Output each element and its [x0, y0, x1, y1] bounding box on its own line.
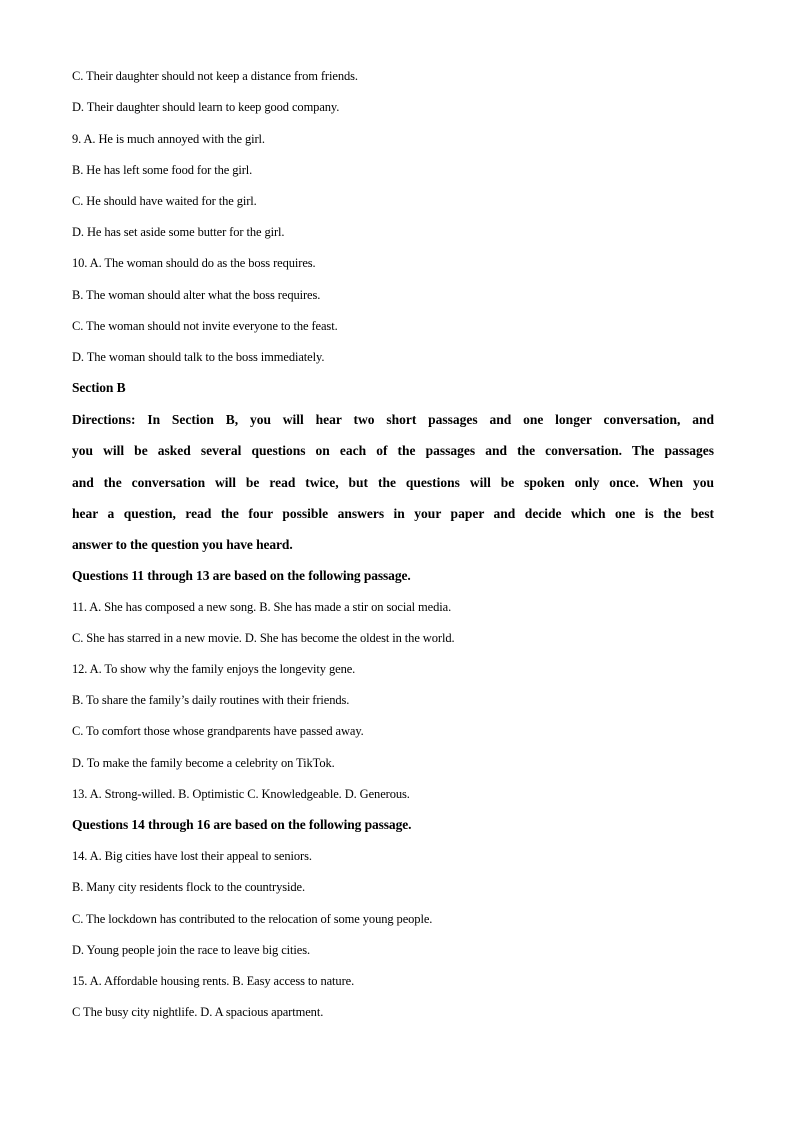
question-line: 14. A. Big cities have lost their appeal to seniors. — [72, 849, 312, 863]
option-line: C. He should have waited for the girl. — [72, 194, 257, 208]
option-line: C. She has starred in a new movie. D. She has become the oldest in the world. — [72, 631, 455, 645]
directions-line: hear a question, read the four possible answers in your paper and decide which one is the best — [72, 506, 714, 521]
option-line: D. Young people join the race to leave big cities. — [72, 943, 310, 957]
question-line: 13. A. Strong-willed. B. Optimistic C. Knowledgeable. D. Generous. — [72, 787, 410, 801]
passage-heading: Questions 11 through 13 are based on the following passage. — [72, 568, 411, 583]
option-line: D. To make the family become a celebrity on TikTok. — [72, 756, 335, 770]
option-line: D. The woman should talk to the boss immediately. — [72, 350, 325, 364]
option-line: C. The lockdown has contributed to the relocation of some young people. — [72, 912, 433, 926]
option-line: C The busy city nightlife. D. A spacious apartment. — [72, 1005, 324, 1019]
directions-line: Directions: In Section B, you will hear two short passages and one longer conversation, and — [72, 412, 714, 427]
option-line: D. Their daughter should learn to keep good company. — [72, 100, 340, 114]
option-line: C. To comfort those whose grandparents have passed away. — [72, 724, 364, 738]
question-line: 11. A. She has composed a new song. B. She has made a stir on social media. — [72, 600, 452, 614]
option-line: B. He has left some food for the girl. — [72, 163, 253, 177]
option-line: D. He has set aside some butter for the girl. — [72, 225, 285, 239]
option-line: B. The woman should alter what the boss requires. — [72, 288, 321, 302]
question-line: 12. A. To show why the family enjoys the longevity gene. — [72, 662, 356, 676]
option-line: B. Many city residents flock to the countryside. — [72, 880, 305, 894]
question-line: 15. A. Affordable housing rents. B. Easy access to nature. — [72, 974, 355, 988]
option-line: C. The woman should not invite everyone to the feast. — [72, 319, 338, 333]
directions-line: and the conversation will be read twice, but the questions will be spoken only once. When you — [72, 475, 714, 490]
question-line: 10. A. The woman should do as the boss requires. — [72, 256, 316, 270]
question-line: 9. A. He is much annoyed with the girl. — [72, 132, 265, 146]
directions-line: answer to the question you have heard. — [72, 537, 293, 552]
directions-line: you will be asked several questions on each of the passages and the conversation. The passages — [72, 443, 714, 458]
passage-heading: Questions 14 through 16 are based on the following passage. — [72, 817, 412, 832]
option-line: B. To share the family’s daily routines with their friends. — [72, 693, 350, 707]
option-line: C. Their daughter should not keep a distance from friends. — [72, 69, 358, 83]
section-heading: Section B — [72, 380, 126, 395]
